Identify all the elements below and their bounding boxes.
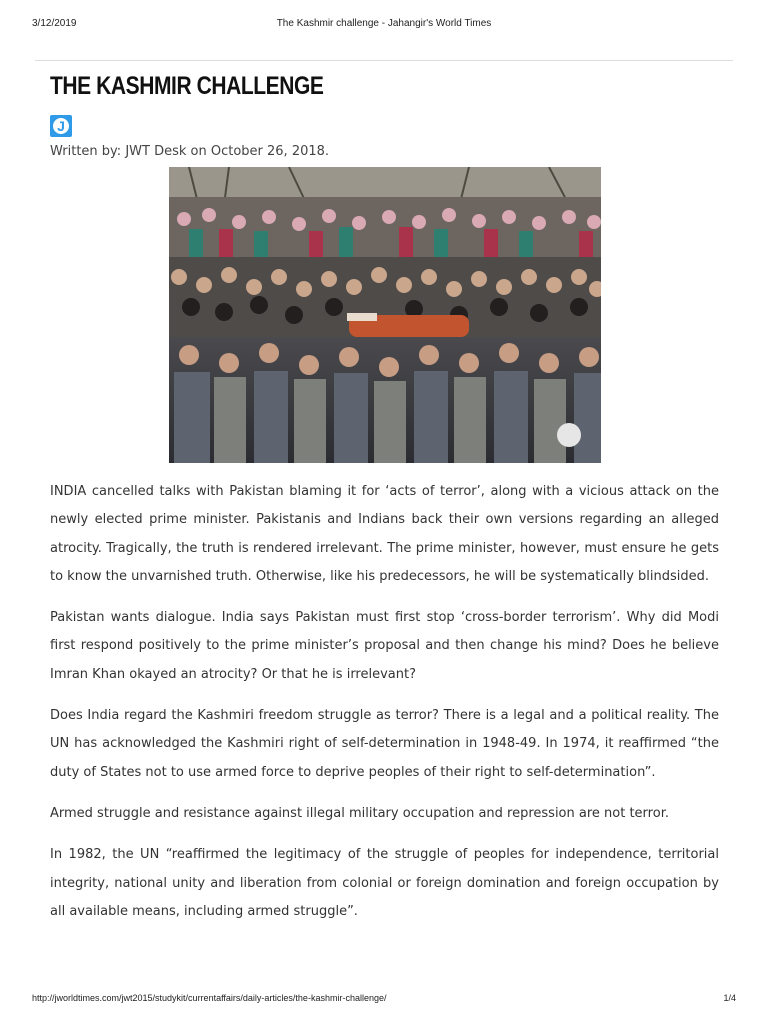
article-body [50,478,719,939]
print-date: 3/12/2019 [32,18,77,29]
header-divider [35,60,733,61]
print-header [32,18,736,32]
byline-author[interactable]: JWT Desk [125,144,187,159]
logo-letter: J [57,118,65,134]
crowd-photo-image [169,167,601,463]
print-url[interactable]: http://jworldtimes.com/jwt2015/studykit/currentaffairs/daily-articles/the-kashmir-challenge/ [32,993,387,1003]
byline [50,144,329,159]
paragraph-3: Does India regard the Kashmiri freedom struggle as terror? There is a legal and a political reality. The UN has acknowledged the Kashmiri right of self-determination in 1948-49. In 1974, it reaffirmed “the duty of States not to use armed force to deprive peoples of their right to self-determination”. [50,708,719,780]
byline-date: October 26, 2018. [210,144,330,159]
paragraph-4: Armed struggle and resistance against illegal military occupation and repression are not terror. [50,805,669,821]
paragraph-1: INDIA cancelled talks with Pakistan blaming it for ‘acts of terror’, along with a vicious attack on the newly elected prime minister. Pakistanis and Indians back their own versions regarding an alleged atrocity. Tragically, the truth is rendered irrelevant. The prime minister, however, must ensure he gets to know the unvarnished truth. Otherwise, like his predecessors, he will be systematically blindsided. [50,484,719,584]
article-photo [169,167,601,463]
byline-middle: on [186,144,211,159]
paragraph-5: In 1982, the UN “reaffirmed the legitimacy of the struggle of peoples for independence, territorial integrity, national unity and liberation from colonial or foreign domination and foreign occupation by all available means, including armed struggle”. [50,847,719,919]
page-number: 1/4 [723,993,736,1003]
print-page-title: The Kashmir challenge - Jahangir's World Times [276,18,492,29]
jwt-logo-icon[interactable] [50,115,72,137]
print-footer [32,993,736,1007]
paragraph-2: Pakistan wants dialogue. India says Pakistan must first stop ‘cross-border terrorism’. Why did Modi first respond positively to the prime minister’s proposal and then change his mind? Does he believe Imran Khan okayed an atrocity? Or that he is irrelevant? [50,610,719,682]
byline-prefix: Written by: [50,144,126,159]
article-title: THE KASHMIR CHALLENGE [50,72,324,100]
